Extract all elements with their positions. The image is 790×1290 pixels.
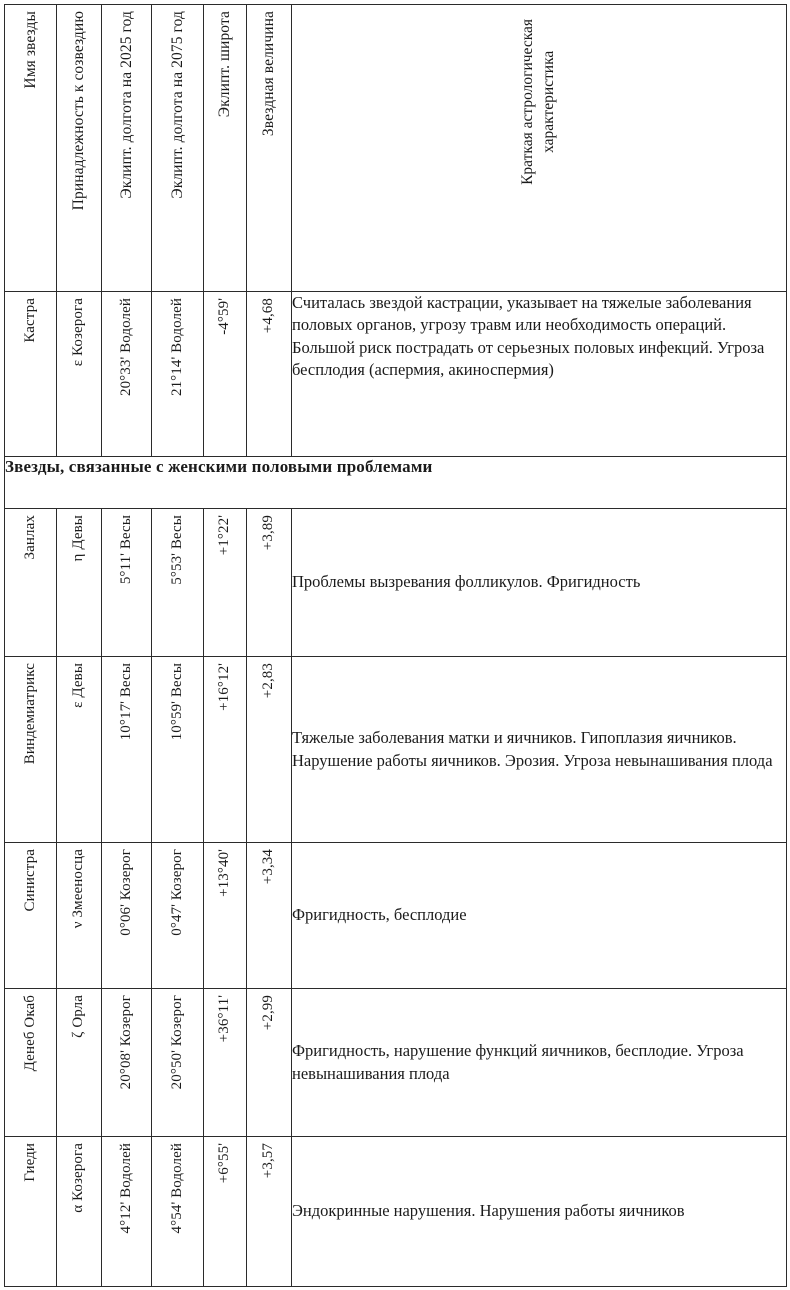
cell-constellation <box>57 989 102 1137</box>
section-header-row <box>5 457 787 509</box>
cell-description: Проблемы вызревания фолликулов. Фригидность <box>292 509 787 657</box>
table-row <box>5 292 787 457</box>
cell-star-name <box>5 843 57 989</box>
header-constellation <box>57 5 102 292</box>
constellation-value: ε Девы <box>70 663 87 708</box>
cell-star-name <box>5 657 57 843</box>
longitude-2075-value: 0°47' Козерог <box>168 849 185 936</box>
latitude-value: +6°55' <box>216 1143 233 1184</box>
header-constellation-label: Принадлежность к созвездию <box>70 11 88 211</box>
cell-longitude-2075 <box>152 292 204 457</box>
cell-description: Считалась звездой кастрации, указывает на тяжелые заболевания половых органов, угрозу травм или необходимость операций. Большой риск пострадать от серьезных половых инфекций. Угроза бесплодия (аспермия, акиноспермия) <box>292 292 787 457</box>
longitude-2025-value: 0°06' Козерог <box>117 849 134 936</box>
cell-longitude-2075 <box>152 657 204 843</box>
cell-constellation <box>57 657 102 843</box>
header-latitude <box>204 5 247 292</box>
latitude-value: +13°40' <box>216 849 233 897</box>
cell-star-name <box>5 1137 57 1287</box>
table-row <box>5 1137 787 1287</box>
cell-longitude-2025 <box>102 989 152 1137</box>
table-row <box>5 989 787 1137</box>
cell-constellation <box>57 843 102 989</box>
header-description-line1: Краткая астрологическая <box>519 19 537 185</box>
magnitude-value: +3,57 <box>260 1143 277 1179</box>
cell-description: Фригидность, бесплодие <box>292 843 787 989</box>
longitude-2025-value: 5°11' Весы <box>117 515 134 585</box>
constellation-value: ν Змееносца <box>70 849 87 929</box>
cell-star-name <box>5 292 57 457</box>
cell-magnitude <box>247 509 292 657</box>
star-name-value: Гиеди <box>21 1143 38 1182</box>
cell-latitude <box>204 843 247 989</box>
latitude-value: +1°22' <box>216 515 233 556</box>
constellation-value: α Козерога <box>70 1143 87 1213</box>
star-name-value: Занлах <box>21 515 38 560</box>
longitude-2025-value: 20°33' Водолей <box>117 298 134 397</box>
magnitude-value: +3,34 <box>260 849 277 885</box>
cell-longitude-2075 <box>152 843 204 989</box>
header-longitude-2075 <box>152 5 204 292</box>
magnitude-value: +4,68 <box>260 298 277 334</box>
cell-star-name <box>5 509 57 657</box>
cell-latitude <box>204 509 247 657</box>
header-description <box>292 5 787 292</box>
latitude-value: +36°11' <box>216 995 233 1043</box>
header-star-name <box>5 5 57 292</box>
header-description-label <box>518 19 560 185</box>
magnitude-value: +3,89 <box>260 515 277 551</box>
cell-magnitude <box>247 292 292 457</box>
cell-latitude <box>204 657 247 843</box>
longitude-2075-value: 10°59' Весы <box>168 663 185 741</box>
longitude-2025-value: 4°12' Водолей <box>117 1143 134 1234</box>
constellation-value: ζ Орла <box>70 995 87 1038</box>
cell-constellation <box>57 1137 102 1287</box>
star-characteristics-table <box>4 4 787 1287</box>
cell-longitude-2025 <box>102 292 152 457</box>
cell-longitude-2075 <box>152 989 204 1137</box>
longitude-2075-value: 21°14' Водолей <box>168 298 185 397</box>
cell-longitude-2075 <box>152 509 204 657</box>
header-longitude-2025 <box>102 5 152 292</box>
table-header-row <box>5 5 787 292</box>
cell-magnitude <box>247 843 292 989</box>
latitude-value: -4°59' <box>216 298 233 335</box>
cell-star-name <box>5 989 57 1137</box>
header-star-name-label: Имя звезды <box>21 11 39 89</box>
constellation-value: ε Козерога <box>70 298 87 367</box>
section-header-cell <box>5 457 787 509</box>
header-latitude-label: Эклипт. широта <box>216 11 234 118</box>
cell-description: Эндокринные нарушения. Нарушения работы яичников <box>292 1137 787 1287</box>
table-row <box>5 509 787 657</box>
star-name-value: Синистра <box>21 849 38 912</box>
cell-longitude-2025 <box>102 1137 152 1287</box>
table-row <box>5 657 787 843</box>
cell-latitude <box>204 292 247 457</box>
magnitude-value: +2,83 <box>260 663 277 699</box>
star-name-value: Кастра <box>21 298 38 343</box>
cell-constellation <box>57 292 102 457</box>
section-title: Звезды, связанные с женскими половыми проблемами <box>5 457 433 476</box>
magnitude-value: +2,99 <box>260 995 277 1031</box>
star-name-value: Виндемиатрикс <box>21 663 38 765</box>
header-longitude-2025-label: Эклипт. долгота на 2025 год <box>117 11 135 199</box>
cell-magnitude <box>247 657 292 843</box>
cell-latitude <box>204 989 247 1137</box>
header-magnitude-label: Звездная величина <box>260 11 278 137</box>
cell-magnitude <box>247 989 292 1137</box>
star-name-value: Денеб Окаб <box>21 995 38 1072</box>
longitude-2075-value: 4°54' Водолей <box>168 1143 185 1234</box>
cell-longitude-2025 <box>102 657 152 843</box>
longitude-2075-value: 5°53' Весы <box>168 515 185 585</box>
header-longitude-2075-label: Эклипт. долгота на 2075 год <box>168 11 186 199</box>
header-description-line2: характеристика <box>540 50 557 154</box>
cell-latitude <box>204 1137 247 1287</box>
longitude-2025-value: 10°17' Весы <box>117 663 134 741</box>
cell-magnitude <box>247 1137 292 1287</box>
cell-constellation <box>57 509 102 657</box>
cell-longitude-2075 <box>152 1137 204 1287</box>
longitude-2025-value: 20°08' Козерог <box>117 995 134 1090</box>
longitude-2075-value: 20°50' Козерог <box>168 995 185 1090</box>
latitude-value: +16°12' <box>216 663 233 711</box>
table-row <box>5 843 787 989</box>
cell-description: Тяжелые заболевания матки и яичников. Гипоплазия яичников. Нарушение работы яичников. Эрозия. Угроза невынашивания плода <box>292 657 787 843</box>
cell-longitude-2025 <box>102 509 152 657</box>
cell-description: Фригидность, нарушение функций яичников, бесплодие. Угроза невынашивания плода <box>292 989 787 1137</box>
header-magnitude <box>247 5 292 292</box>
cell-longitude-2025 <box>102 843 152 989</box>
constellation-value: η Девы <box>70 515 87 562</box>
